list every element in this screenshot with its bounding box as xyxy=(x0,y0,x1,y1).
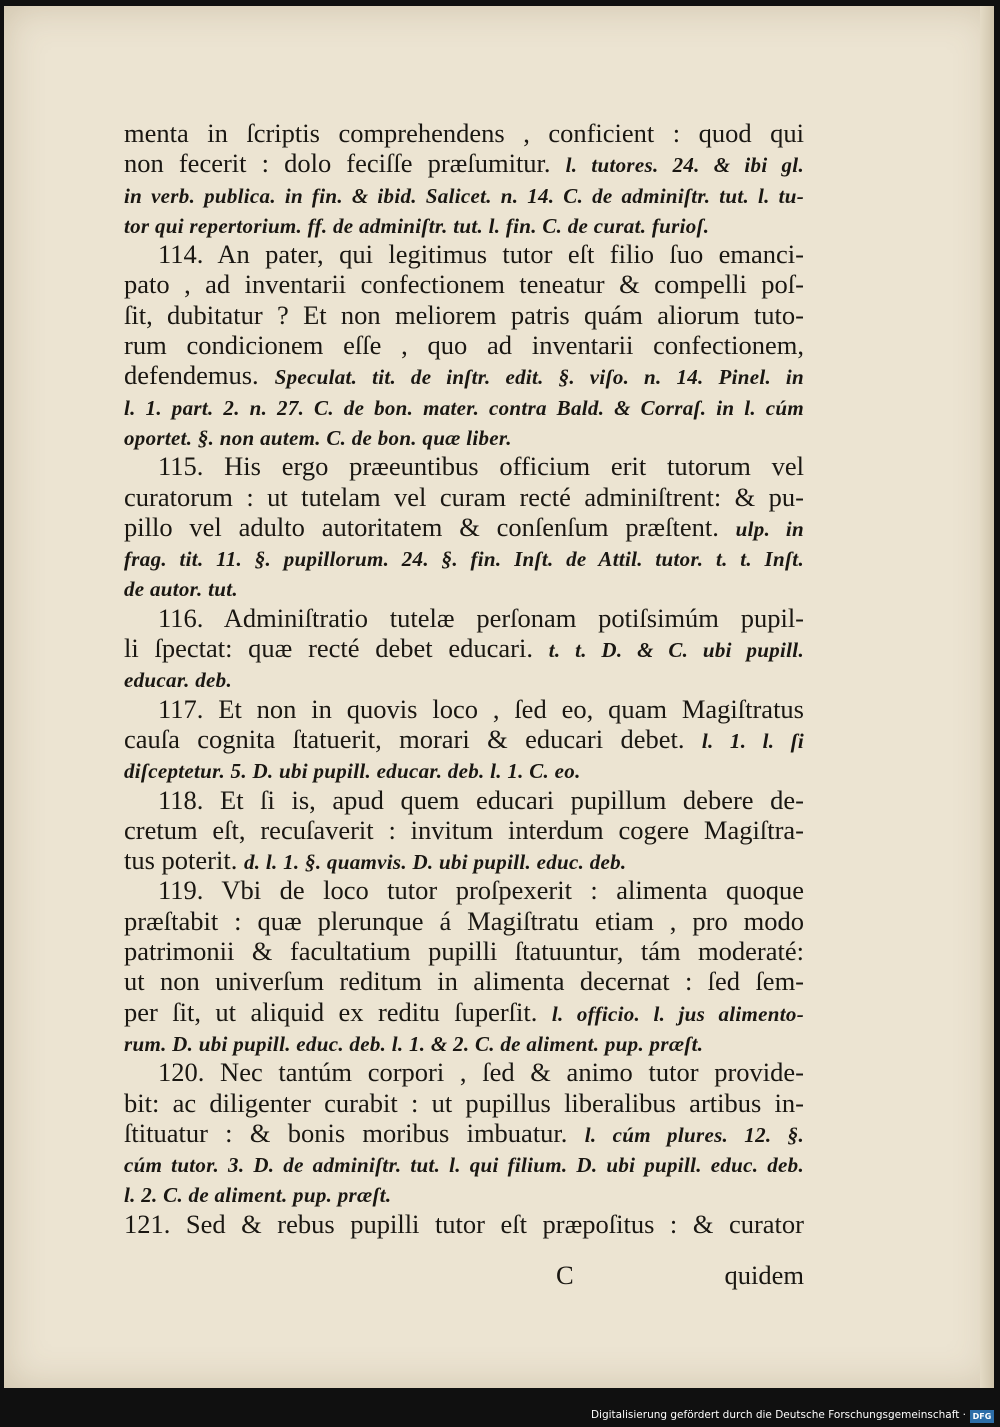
text-line xyxy=(124,875,804,905)
body-text: ut non univerſum reditum in alimenta decernat : ſed ſem- xyxy=(124,966,804,997)
page-footer xyxy=(124,1260,804,1294)
legal-citation: cúm tutor. 3. D. de adminiſtr. tut. l. qui filium. D. ubi pupill. educ. deb. xyxy=(124,1153,804,1178)
text-line xyxy=(124,1118,804,1148)
text-line xyxy=(124,603,804,633)
dfg-logo: DFG xyxy=(970,1410,994,1423)
legal-citation: l. 1. l. ſi xyxy=(701,728,804,753)
legal-citation: t. t. D. & C. ubi pupill. xyxy=(548,638,804,663)
legal-citation: Speculat. tit. de inſtr. edit. §. viſo. n. 14. Pinel. in xyxy=(274,365,804,390)
text-line xyxy=(124,936,804,966)
text-line xyxy=(124,663,804,693)
text-line xyxy=(124,148,804,178)
text-line xyxy=(124,179,804,209)
body-text: 121. Sed & rebus pupilli tutor eſt præpoſitus : & curator xyxy=(124,1208,804,1239)
body-text: rum condicionem eſſe , quo ad inventarii confectionem, xyxy=(124,330,804,361)
text-line xyxy=(124,360,804,390)
body-text: 120. Nec tantúm corpori , ſed & animo tutor provide- xyxy=(158,1057,804,1088)
legal-citation: educar. deb. xyxy=(124,668,233,693)
text-line xyxy=(124,724,804,754)
text-line xyxy=(124,330,804,360)
text-line xyxy=(124,906,804,936)
text-line xyxy=(124,845,804,875)
body-text: ſit, dubitatur ? Et non meliorem patris quám aliorum tuto- xyxy=(124,299,804,330)
legal-citation: oportet. §. non autem. C. de bon. quæ liber. xyxy=(124,425,512,450)
text-line xyxy=(124,815,804,845)
body-text: defendemus. xyxy=(124,360,275,391)
text-line xyxy=(124,997,804,1027)
body-text: cretum eſt, recuſaverit : invitum interdum cogere Magiſtra- xyxy=(124,814,804,845)
signature-mark: C xyxy=(556,1260,574,1290)
text-line xyxy=(124,694,804,724)
text-line xyxy=(124,542,804,572)
body-text: præſtabit : quæ plerunque á Magiſtratu etiam , pro modo xyxy=(124,905,804,936)
legal-citation: de autor. tut. xyxy=(124,577,238,602)
text-line xyxy=(124,1178,804,1208)
legal-citation: d. l. 1. §. quamvis. D. ubi pupill. educ. deb. xyxy=(243,850,627,875)
text-line xyxy=(124,512,804,542)
body-text: pillo vel adulto autoritatem & conſenſum præſtent. xyxy=(124,511,736,542)
body-text: non fecerit : dolo feciſſe præſumitur. xyxy=(124,148,566,179)
digitization-credit: Digitalisierung gefördert durch die Deutsche Forschungsgemeinschaft · xyxy=(590,1409,966,1421)
legal-citation: l. officio. l. jus alimento- xyxy=(551,1001,804,1026)
text-line xyxy=(124,391,804,421)
text-line xyxy=(124,300,804,330)
legal-citation: ulp. in xyxy=(735,516,804,541)
body-text: tus poterit. xyxy=(124,845,244,876)
text-line xyxy=(124,754,804,784)
body-text: pato , ad inventarii confectionem teneatur & compelli poſ- xyxy=(124,269,804,300)
legal-citation: frag. tit. 11. §. pupillorum. 24. §. fin. Inſt. de Attil. tutor. t. t. Inſt. xyxy=(124,547,804,572)
body-text: 117. Et non in quovis loco , ſed eo, quam Magiſtratus xyxy=(158,693,804,724)
text-line xyxy=(124,572,804,602)
body-text: 118. Et ſi is, apud quem educari pupillum debere de- xyxy=(158,784,804,815)
text-line xyxy=(124,451,804,481)
text-line xyxy=(124,1057,804,1087)
body-text: 115. His ergo præeuntibus officium erit tutorum vel xyxy=(158,451,804,482)
body-text: 119. Vbi de loco tutor proſpexerit : alimenta quoque xyxy=(158,875,804,906)
catchword: quidem xyxy=(724,1260,804,1290)
legal-citation: rum. D. ubi pupill. educ. deb. l. 1. & 2. C. de aliment. pup. præſt. xyxy=(124,1031,704,1056)
body-text: per ſit, ut aliquid ex reditu ſuperſit. xyxy=(124,996,552,1027)
text-line xyxy=(124,785,804,815)
body-text: ſtituatur : & bonis moribus imbuatur. xyxy=(124,1117,585,1148)
text-line xyxy=(124,482,804,512)
body-text: bit: ac diligenter curabit : ut pupillus liberalibus artibus in- xyxy=(124,1087,804,1118)
body-text: curatorum : ut tutelam vel curam recté adminiſtrent: & pu- xyxy=(124,481,804,512)
legal-citation: in verb. publica. in fin. & ibid. Salicet. n. 14. C. de adminiſtr. tut. l. tu- xyxy=(124,183,804,208)
text-line xyxy=(124,209,804,239)
text-line xyxy=(124,1027,804,1057)
body-text: menta in ſcriptis comprehendens , conficient : quod qui xyxy=(124,118,804,148)
legal-citation: l. 2. C. de aliment. pup. præſt. xyxy=(124,1183,392,1208)
text-line xyxy=(124,633,804,663)
text-line xyxy=(124,1209,804,1239)
body-text: cauſa cognita ſtatuerit, morari & educari debet. xyxy=(124,723,702,754)
body-text: patrimonii & facultatium pupilli ſtatuuntur, tám moderaté: xyxy=(124,936,804,967)
text-line xyxy=(124,269,804,299)
body-text: 114. An pater, qui legitimus tutor eſt filio ſuo emanci- xyxy=(158,239,804,270)
text-line xyxy=(124,1088,804,1118)
page-edge xyxy=(980,6,994,1388)
legal-citation: l. 1. part. 2. n. 27. C. de bon. mater. contra Bald. & Corraſ. in l. cúm xyxy=(124,395,804,420)
page-body-text xyxy=(124,118,804,1239)
text-line xyxy=(124,239,804,269)
legal-citation: l. tutores. 24. & ibi gl. xyxy=(565,153,804,178)
text-line xyxy=(124,966,804,996)
text-line xyxy=(124,1148,804,1178)
text-line xyxy=(124,118,804,148)
legal-citation: tor qui repertorium. ff. de adminiſtr. tut. l. fin. C. de curat. furioſ. xyxy=(124,213,710,238)
legal-citation: l. cúm plures. 12. §. xyxy=(584,1122,805,1147)
text-line xyxy=(124,421,804,451)
body-text: li ſpectat: quæ recté debet educari. xyxy=(124,633,549,664)
body-text: 116. Adminiſtratio tutelæ perſonam potiſsimúm pupil- xyxy=(158,602,804,633)
legal-citation: diſceptetur. 5. D. ubi pupill. educar. deb. l. 1. C. eo. xyxy=(124,759,581,784)
